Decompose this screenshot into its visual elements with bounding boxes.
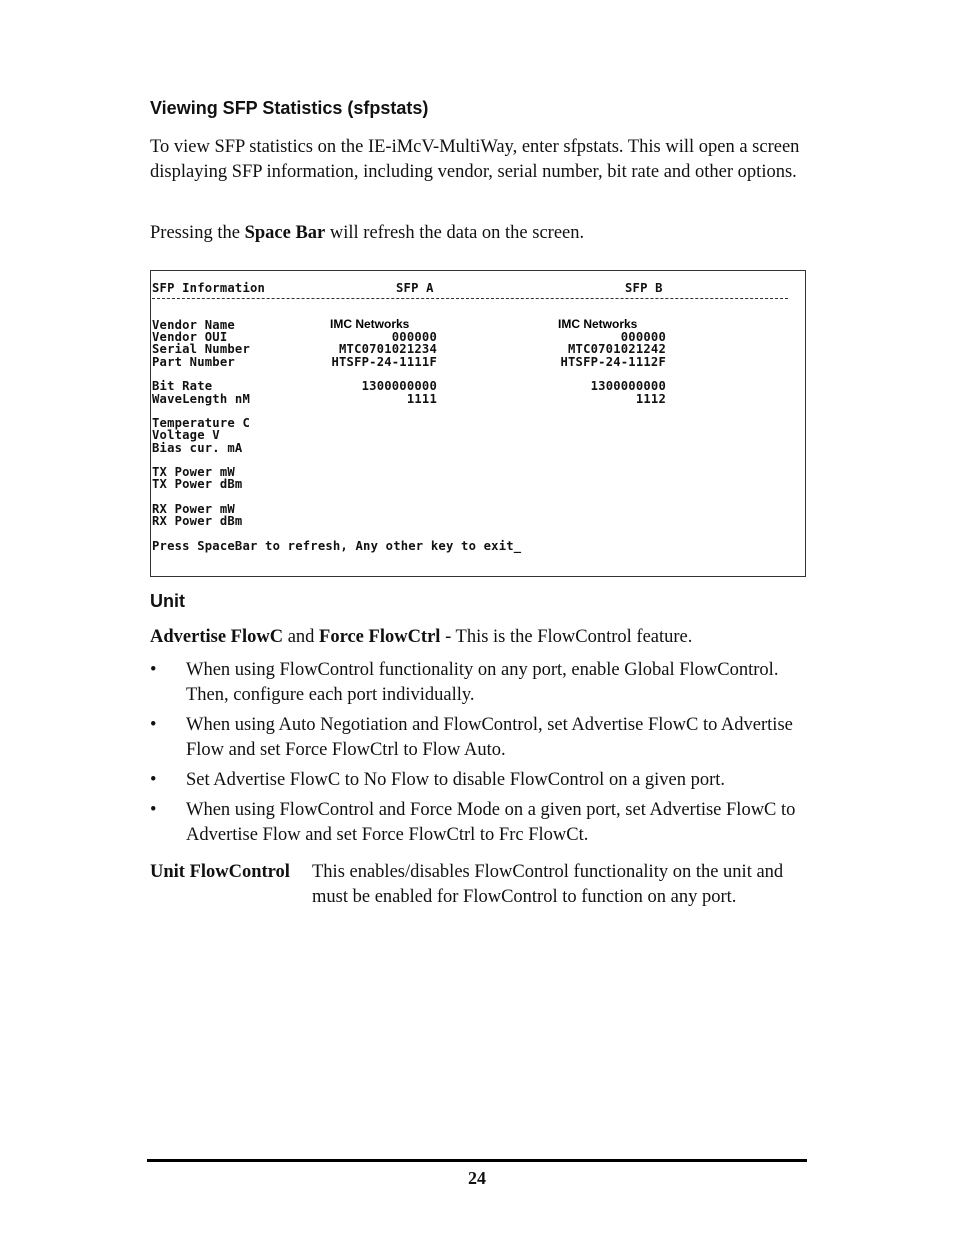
- sfp-terminal-screenshot: [150, 270, 806, 577]
- bullet-icon: •: [150, 715, 157, 735]
- advertise-flowc-term: Advertise FlowC: [150, 627, 284, 647]
- terminal-divider: [152, 298, 788, 299]
- terminal-label-tx-dbm: TX Power dBm: [152, 477, 243, 491]
- terminal-label-voltage: Voltage V: [152, 428, 220, 442]
- flowcontrol-bullet-list: [150, 658, 810, 853]
- terminal-vendor-b: IMC Networks: [558, 317, 638, 331]
- terminal-label-bias: Bias cur. mA: [152, 441, 243, 455]
- bullet-icon: •: [150, 770, 157, 790]
- terminal-header-label: SFP Information: [152, 281, 266, 295]
- list-item: [150, 798, 810, 848]
- terminal-label-temperature: Temperature C: [152, 416, 250, 430]
- section-heading-unit: Unit: [150, 591, 185, 611]
- footer-divider: [147, 1159, 807, 1162]
- terminal-label-serial-number: Serial Number: [152, 342, 250, 356]
- terminal-bitrate-b: 1300000000: [590, 379, 666, 393]
- terminal-label-bit-rate: Bit Rate: [152, 379, 213, 393]
- list-item: [150, 768, 810, 793]
- terminal-col-sfp-b: SFP B: [625, 281, 663, 295]
- terminal-label-vendor-oui: Vendor OUI: [152, 330, 228, 344]
- terminal-label-tx-mw: TX Power mW: [152, 465, 235, 479]
- unit-flowcontrol-description: This enables/disables FlowControl functionality on the unit and must be enabled for FlowControl to function on any port.: [312, 862, 784, 907]
- unit-flowcontrol-label: Unit FlowControl: [150, 862, 290, 882]
- list-item-text: When using Auto Negotiation and FlowControl, set Advertise FlowC to Advertise Flow and set Force FlowCtrl to Flow Auto.: [186, 715, 793, 760]
- terminal-serial-a: MTC0701021234: [339, 342, 437, 356]
- force-flowctrl-term: Force FlowCtrl: [319, 627, 441, 647]
- list-item-text: Set Advertise FlowC to No Flow to disable FlowControl on a given port.: [186, 770, 726, 790]
- terminal-wave-a: 1111: [406, 392, 437, 406]
- space-bar-keyword: Space Bar: [244, 223, 326, 243]
- bullet-icon: •: [150, 800, 157, 820]
- flowcontrol-intro: [150, 625, 810, 650]
- list-item-text: When using FlowControl and Force Mode on a given port, set Advertise FlowC to Advertise Flow and set Force FlowCtrl to Frc FlowCt.: [186, 800, 796, 845]
- list-item: [150, 658, 810, 708]
- terminal-vendor-a: IMC Networks: [330, 317, 410, 331]
- terminal-label-part-number: Part Number: [152, 355, 235, 369]
- terminal-label-rx-dbm: RX Power dBm: [152, 514, 243, 528]
- text-run: - This is the FlowControl feature.: [440, 627, 693, 647]
- terminal-label-wavelength: WaveLength nM: [152, 392, 250, 406]
- text-run: and: [283, 627, 320, 647]
- text-run: Pressing the: [150, 223, 245, 243]
- terminal-oui-a: 000000: [391, 330, 437, 344]
- terminal-part-b: HTSFP-24-1112F: [560, 355, 666, 369]
- intro-paragraph: To view SFP statistics on the IE-iMcV-MultiWay, enter sfpstats. This will open a screen displaying SFP information, including vendor, serial number, bit rate and other options.: [150, 137, 800, 182]
- terminal-oui-b: 000000: [620, 330, 666, 344]
- terminal-serial-b: MTC0701021242: [568, 342, 666, 356]
- terminal-col-sfp-a: SFP A: [396, 281, 434, 295]
- bullet-icon: •: [150, 660, 157, 680]
- text-run: will refresh the data on the screen.: [325, 223, 585, 243]
- page-number: 24: [468, 1168, 486, 1188]
- list-item: [150, 713, 810, 763]
- terminal-label-vendor-name: Vendor Name: [152, 318, 235, 332]
- terminal-part-a: HTSFP-24-1111F: [331, 355, 437, 369]
- terminal-bitrate-a: 1300000000: [361, 379, 437, 393]
- terminal-label-rx-mw: RX Power mW: [152, 502, 235, 516]
- section-heading-sfpstats: Viewing SFP Statistics (sfpstats): [150, 98, 429, 118]
- space-bar-paragraph: [150, 221, 810, 246]
- terminal-wave-b: 1112: [635, 392, 666, 406]
- terminal-prompt: Press SpaceBar to refresh, Any other key to exit_: [152, 539, 522, 553]
- list-item-text: When using FlowControl functionality on any port, enable Global FlowControl. Then, configure each port individually.: [186, 660, 779, 705]
